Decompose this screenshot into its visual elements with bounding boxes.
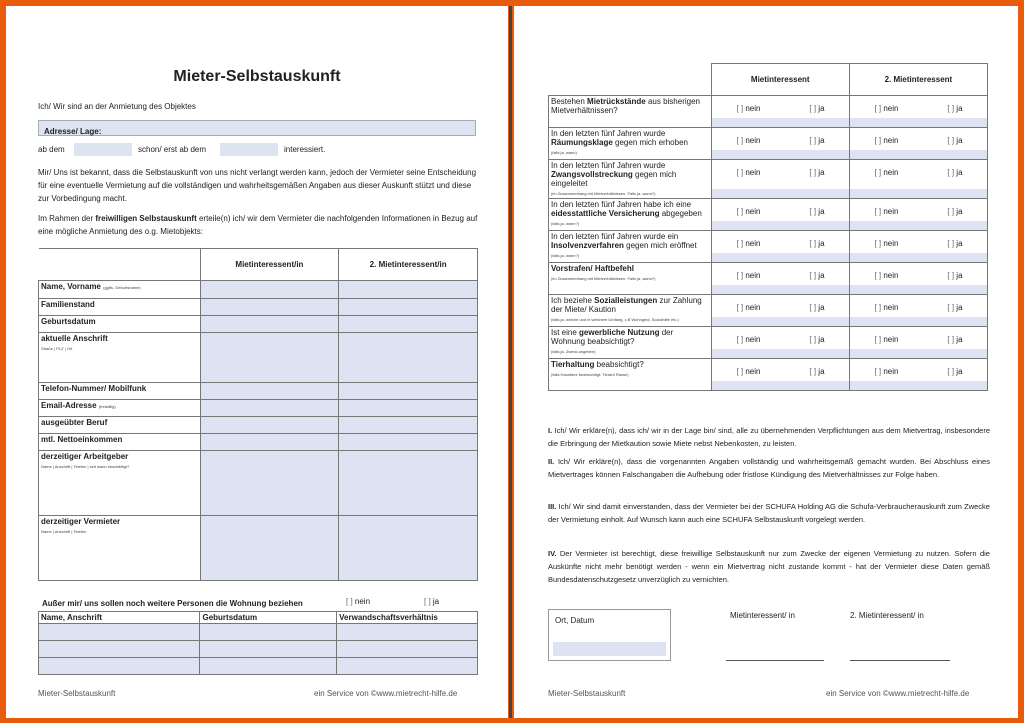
checkbox: [ ] xyxy=(736,303,744,312)
checkbox: [ ] xyxy=(809,207,817,216)
no-option[interactable]: [ ] nein xyxy=(874,335,899,344)
question-row xyxy=(549,327,988,359)
answer-field[interactable] xyxy=(712,253,849,262)
yes-option[interactable]: [ ] ja xyxy=(809,271,825,280)
question-row xyxy=(549,359,988,391)
checkbox: [ ] xyxy=(874,367,882,376)
checkbox: [ ] xyxy=(874,271,882,280)
row-label: Email-Adresse (freiwillig) xyxy=(39,400,201,417)
yes-option[interactable]: [ ] ja xyxy=(809,136,825,145)
yes-option[interactable]: [ ] ja xyxy=(947,104,963,113)
footer-right: ein Service von ©www.mietrecht-hilfe.de xyxy=(826,689,970,698)
answer-cell[interactable] xyxy=(712,160,850,199)
input-cell[interactable] xyxy=(39,641,200,658)
checkbox: [ ] xyxy=(947,104,955,113)
answer-field[interactable] xyxy=(712,285,849,294)
checkbox: [ ] xyxy=(947,239,955,248)
footer-right: ein Service von ©www.mietrecht-hilfe.de xyxy=(314,689,458,698)
row-label: ausgeübter Beruf xyxy=(39,417,201,434)
col-applicant-2: 2. Mietinteressent xyxy=(849,64,987,96)
yes-option[interactable]: [ ] ja xyxy=(809,303,825,312)
answer-cell[interactable] xyxy=(712,295,850,327)
question-label: Vorstrafen/ Haftbefehl (im Zusammenhang mit Mietverhältnissen. Falls ja, wann?) xyxy=(549,263,712,295)
checkbox[interactable]: [ ] xyxy=(346,597,353,606)
page-left xyxy=(6,6,508,718)
answer-cell[interactable] xyxy=(850,96,988,128)
question-label: In den letzten fünf Jahren wurde Räumungsklage gegen mich erhoben (falls ja, wann) xyxy=(549,128,712,160)
input-cell[interactable] xyxy=(339,434,478,451)
answer-field[interactable] xyxy=(850,317,987,326)
question-row xyxy=(549,96,988,128)
input-cell[interactable] xyxy=(200,417,339,434)
yes-option[interactable]: [ ] ja xyxy=(809,335,825,344)
page-divider xyxy=(509,6,512,718)
checkbox: [ ] xyxy=(947,271,955,280)
no-option[interactable]: [ ] nein xyxy=(736,335,761,344)
checkbox: [ ] xyxy=(809,104,817,113)
checkbox: [ ] xyxy=(809,271,817,280)
yes-option[interactable]: [ ] ja xyxy=(809,104,825,113)
no-option[interactable]: [ ] nein xyxy=(874,168,899,177)
persons-question: Außer mir/ uns sollen noch weitere Personen die Wohnung beziehen xyxy=(42,599,303,608)
checkbox: [ ] xyxy=(809,239,817,248)
declaration-3: III. Ich/ Wir sind damit einverstanden, dass der Vermieter bei der SCHUFA Holding AG die Schufa-Verbraucherauskunft zum Zwecke der Vermietung einholt. Auf Wunsch kann auch eine SCHUFA Selbstauskunft vorgelegt werden. xyxy=(548,502,990,524)
input-cell[interactable] xyxy=(337,641,478,658)
question-label: Ich beziehe Sozialleistungen zur Zahlung der Miete/ Kaution (falls ja, welche und in welchem Umfang, z.B Wohngeld, Sozialhilfe etc.) xyxy=(549,295,712,327)
checkbox[interactable]: [ ] xyxy=(424,597,431,606)
no-option[interactable]: [ ] nein xyxy=(736,271,761,280)
declaration-4: IV. Der Vermieter ist berechtigt, diese freiwillige Selbstauskunft nur zum Zwecke der eigenen Vermietung zu nutzen. Sofern die Auskünfte nicht mehr benötigt werden - wenn ein Mietvertrag nicht zustande kommt - hat der Vermieter diese Daten gemäß Bundesdatenschutzgesetz unverzüglich zu vernichten. xyxy=(548,549,990,584)
yes-option[interactable]: [ ] ja xyxy=(947,367,963,376)
question-row xyxy=(549,128,988,160)
input-cell[interactable] xyxy=(200,516,339,581)
checkbox: [ ] xyxy=(809,303,817,312)
question-label: Tierhaltung beabsichtigt? (falls Haustiere beabsichtigt: Tierart/ Rasse) xyxy=(549,359,712,391)
col-applicant-1: Mietinteressent xyxy=(711,64,849,96)
checkbox: [ ] xyxy=(874,168,882,177)
no-option[interactable]: [ ] nein xyxy=(874,104,899,113)
no-option[interactable]: [ ] nein xyxy=(874,207,899,216)
date-from-field[interactable] xyxy=(74,143,132,156)
checkbox: [ ] xyxy=(874,104,882,113)
answer-cell[interactable] xyxy=(850,359,988,391)
page-right xyxy=(514,6,1018,718)
row-label: derzeitiger Arbeitgeber Name | Anschrift | Telefon | seit wann beschäftigt? xyxy=(39,451,201,516)
document-title: Mieter-Selbstauskunft xyxy=(173,68,341,85)
intro-text: Ich/ Wir sind an der Anmietung des Objektes xyxy=(38,102,196,111)
answer-cell[interactable] xyxy=(850,295,988,327)
row-label: derzeitiger Vermieter Name | Anschrift | Telefon xyxy=(39,516,201,581)
place-date-field[interactable] xyxy=(553,642,666,656)
checkbox: [ ] xyxy=(947,168,955,177)
input-cell[interactable] xyxy=(339,400,478,417)
input-cell[interactable] xyxy=(339,316,478,333)
input-cell[interactable] xyxy=(200,641,337,658)
footer-left: Mieter-Selbstauskunft xyxy=(548,689,626,698)
answer-field[interactable] xyxy=(850,189,987,198)
checkbox: [ ] xyxy=(874,239,882,248)
answer-cell[interactable] xyxy=(712,327,850,359)
question-row xyxy=(549,231,988,263)
address-field[interactable] xyxy=(38,120,476,136)
no-option[interactable]: [ ] nein xyxy=(736,104,761,113)
answer-field[interactable] xyxy=(850,150,987,159)
input-cell[interactable] xyxy=(337,658,478,675)
no-option[interactable]: [ ] nein xyxy=(874,239,899,248)
answer-field[interactable] xyxy=(850,118,987,127)
input-cell[interactable] xyxy=(339,417,478,434)
input-cell[interactable] xyxy=(339,516,478,581)
checkbox: [ ] xyxy=(874,136,882,145)
row-label: mtl. Nettoeinkommen xyxy=(39,434,201,451)
yes-option[interactable]: [ ] ja xyxy=(947,271,963,280)
checkbox: [ ] xyxy=(736,104,744,113)
input-cell[interactable] xyxy=(337,624,478,641)
answer-field[interactable] xyxy=(712,189,849,198)
footer-left: Mieter-Selbstauskunft xyxy=(38,689,116,698)
questions-body xyxy=(548,95,988,391)
persons-yes-option[interactable]: [ ] ja xyxy=(424,597,440,606)
checkbox: [ ] xyxy=(809,367,817,376)
answer-field[interactable] xyxy=(712,221,849,230)
declaration-1: I. Ich/ Wir erkläre(n), dass ich/ wir in der Lage bin/ sind, alle zu übernehmenden Verpflichtungen aus dem Mietvertrag, insbesondere die Erbringung der Mietkaution sowie Miete nebst Nebenkosten, zu leisten. xyxy=(548,426,990,448)
checkbox: [ ] xyxy=(736,136,744,145)
answer-field[interactable] xyxy=(850,285,987,294)
answer-cell[interactable] xyxy=(850,199,988,231)
answer-field[interactable] xyxy=(850,253,987,262)
question-row xyxy=(549,263,988,295)
signature-line-1[interactable] xyxy=(726,660,824,661)
signature-label-2: 2. Mietinteressent/ in xyxy=(850,611,924,620)
answer-field[interactable] xyxy=(712,381,849,390)
checkbox: [ ] xyxy=(874,335,882,344)
yes-option[interactable]: [ ] ja xyxy=(809,168,825,177)
question-label: Ist eine gewerbliche Nutzung der Wohnung beabsichtigt? (falls ja, Zweck angeben) xyxy=(549,327,712,359)
col-name-address: Name, Anschrift xyxy=(39,612,200,624)
input-cell[interactable] xyxy=(200,383,339,400)
yes-option[interactable]: [ ] ja xyxy=(809,239,825,248)
date-mid-label: schon/ erst ab dem xyxy=(138,145,207,154)
checkbox: [ ] xyxy=(809,136,817,145)
row-label: Name, Vorname (ggfls. Geburtsname) xyxy=(39,281,201,299)
input-cell[interactable] xyxy=(339,451,478,516)
yes-option[interactable]: [ ] ja xyxy=(947,239,963,248)
question-row xyxy=(549,160,988,199)
place-date-box[interactable] xyxy=(548,609,671,661)
input-cell[interactable] xyxy=(200,333,339,383)
checkbox: [ ] xyxy=(736,207,744,216)
date-from-label: ab dem xyxy=(38,145,65,154)
yes-option[interactable]: [ ] ja xyxy=(947,335,963,344)
row-label: aktuelle Anschrift Straße | PLZ | Ort xyxy=(39,333,201,383)
answer-field[interactable] xyxy=(712,317,849,326)
question-row xyxy=(549,199,988,231)
questions-table xyxy=(548,63,988,96)
row-label: Geburtsdatum xyxy=(39,316,201,333)
checkbox: [ ] xyxy=(947,207,955,216)
question-row xyxy=(549,295,988,327)
question-label: In den letzten fünf Jahren habe ich eine eidesstattliche Versicherung abgegeben (falls ja, wann?) xyxy=(549,199,712,231)
no-option[interactable]: [ ] nein xyxy=(874,303,899,312)
answer-cell[interactable] xyxy=(712,231,850,263)
checkbox: [ ] xyxy=(947,136,955,145)
checkbox: [ ] xyxy=(947,367,955,376)
no-option[interactable]: [ ] nein xyxy=(736,168,761,177)
no-option[interactable]: [ ] nein xyxy=(736,136,761,145)
answer-cell[interactable] xyxy=(712,263,850,295)
col-applicant-2: 2. Mietinteressent/in xyxy=(339,249,478,281)
answer-cell[interactable] xyxy=(850,231,988,263)
answer-field[interactable] xyxy=(712,150,849,159)
no-option[interactable]: [ ] nein xyxy=(736,303,761,312)
input-cell[interactable] xyxy=(200,400,339,417)
checkbox: [ ] xyxy=(736,239,744,248)
no-option[interactable]: [ ] nein xyxy=(736,367,761,376)
checkbox: [ ] xyxy=(874,303,882,312)
col-birthdate: Geburtsdatum xyxy=(200,612,337,624)
checkbox: [ ] xyxy=(809,335,817,344)
answer-field[interactable] xyxy=(712,349,849,358)
signature-line-2[interactable] xyxy=(850,660,950,661)
answer-cell[interactable] xyxy=(850,160,988,199)
input-cell[interactable] xyxy=(339,383,478,400)
no-option[interactable]: [ ] nein xyxy=(874,136,899,145)
persons-no-option[interactable]: [ ] nein xyxy=(346,597,371,606)
yes-option[interactable]: [ ] ja xyxy=(947,136,963,145)
no-option[interactable]: [ ] nein xyxy=(736,207,761,216)
question-label: Bestehen Mietrückstände aus bisherigen Mietverhältnissen? xyxy=(549,96,712,128)
input-cell[interactable] xyxy=(200,451,339,516)
answer-field[interactable] xyxy=(850,349,987,358)
row-label: Telefon-Nummer/ Mobilfunk xyxy=(39,383,201,400)
input-cell[interactable] xyxy=(339,333,478,383)
consent-paragraph: Im Rahmen der freiwilligen Selbstauskunft erteile(n) ich/ wir dem Vermieter die nachfolgenden Informationen in Bezug auf eine mögliche Anmietung des o.g. Mietobjekts: xyxy=(38,214,478,236)
date-mid-field[interactable] xyxy=(220,143,278,156)
input-cell[interactable] xyxy=(200,658,337,675)
checkbox: [ ] xyxy=(874,207,882,216)
answer-cell[interactable] xyxy=(712,199,850,231)
input-cell[interactable] xyxy=(200,281,339,299)
input-cell[interactable] xyxy=(39,624,200,641)
answer-cell[interactable] xyxy=(850,128,988,160)
declaration-2: II. Ich/ Wir erkläre(n), dass die vorgenannten Angaben vollständig und wahrheitsgemäß gemacht wurden. Bei Abschluss eines Mietvertrages können Falschangaben die Aufhebung oder fristlose Kündigung des Mietverhältnisses zur Folge haben. xyxy=(548,457,990,479)
answer-field[interactable] xyxy=(850,221,987,230)
input-cell[interactable] xyxy=(200,624,337,641)
row-label: Familienstand xyxy=(39,299,201,316)
yes-option[interactable]: [ ] ja xyxy=(809,367,825,376)
col-relationship: Verwandschaftsverhältnis xyxy=(337,612,478,624)
checkbox: [ ] xyxy=(736,168,744,177)
yes-option[interactable]: [ ] ja xyxy=(809,207,825,216)
checkbox: [ ] xyxy=(736,335,744,344)
question-label: In den letzten fünf Jahren wurde ein Insolvenzverfahren gegen mich eröffnet (falls ja, wann?) xyxy=(549,231,712,263)
info-paragraph: Mir/ Uns ist bekannt, dass die Selbstauskunft von uns nicht verlangt werden kann, jedoch der Vermieter seine Entscheidung für eine eventuelle Vermietung auf die vollständigen und wahrheitsgemäßen Angaben aus dieser Auskunft stützt und diese zur Vorbedingung macht. xyxy=(38,168,477,203)
applicant-table xyxy=(38,248,478,581)
yes-option[interactable]: [ ] ja xyxy=(947,168,963,177)
input-cell[interactable] xyxy=(339,281,478,299)
checkbox: [ ] xyxy=(809,168,817,177)
input-cell[interactable] xyxy=(200,316,339,333)
date-end-label: interessiert. xyxy=(284,145,326,154)
no-option[interactable]: [ ] nein xyxy=(736,239,761,248)
place-date-label: Ort, Datum xyxy=(555,616,595,625)
answer-cell[interactable] xyxy=(712,359,850,391)
no-option[interactable]: [ ] nein xyxy=(874,367,899,376)
checkbox: [ ] xyxy=(736,271,744,280)
answer-cell[interactable] xyxy=(712,128,850,160)
checkbox: [ ] xyxy=(947,303,955,312)
input-cell[interactable] xyxy=(200,434,339,451)
yes-option[interactable]: [ ] ja xyxy=(947,303,963,312)
no-option[interactable]: [ ] nein xyxy=(874,271,899,280)
input-cell[interactable] xyxy=(39,658,200,675)
checkbox: [ ] xyxy=(736,367,744,376)
address-label: Adresse/ Lage: xyxy=(44,127,102,136)
answer-cell[interactable] xyxy=(850,263,988,295)
answer-cell[interactable] xyxy=(712,96,850,128)
question-label: In den letzten fünf Jahren wurde Zwangsvollstreckung gegen mich eingeleitet (im Zusammenhang mit Mietverhältnissen. Falls ja, wann?) xyxy=(549,160,712,199)
input-cell[interactable] xyxy=(200,299,339,316)
checkbox: [ ] xyxy=(947,335,955,344)
persons-table xyxy=(38,611,478,675)
signature-label-1: Mietinteressent/ in xyxy=(730,611,795,620)
input-cell[interactable] xyxy=(339,299,478,316)
answer-cell[interactable] xyxy=(850,327,988,359)
yes-option[interactable]: [ ] ja xyxy=(947,207,963,216)
answer-field[interactable] xyxy=(712,118,849,127)
answer-field[interactable] xyxy=(850,381,987,390)
col-applicant-1: Mietinteressent/in xyxy=(200,249,339,281)
